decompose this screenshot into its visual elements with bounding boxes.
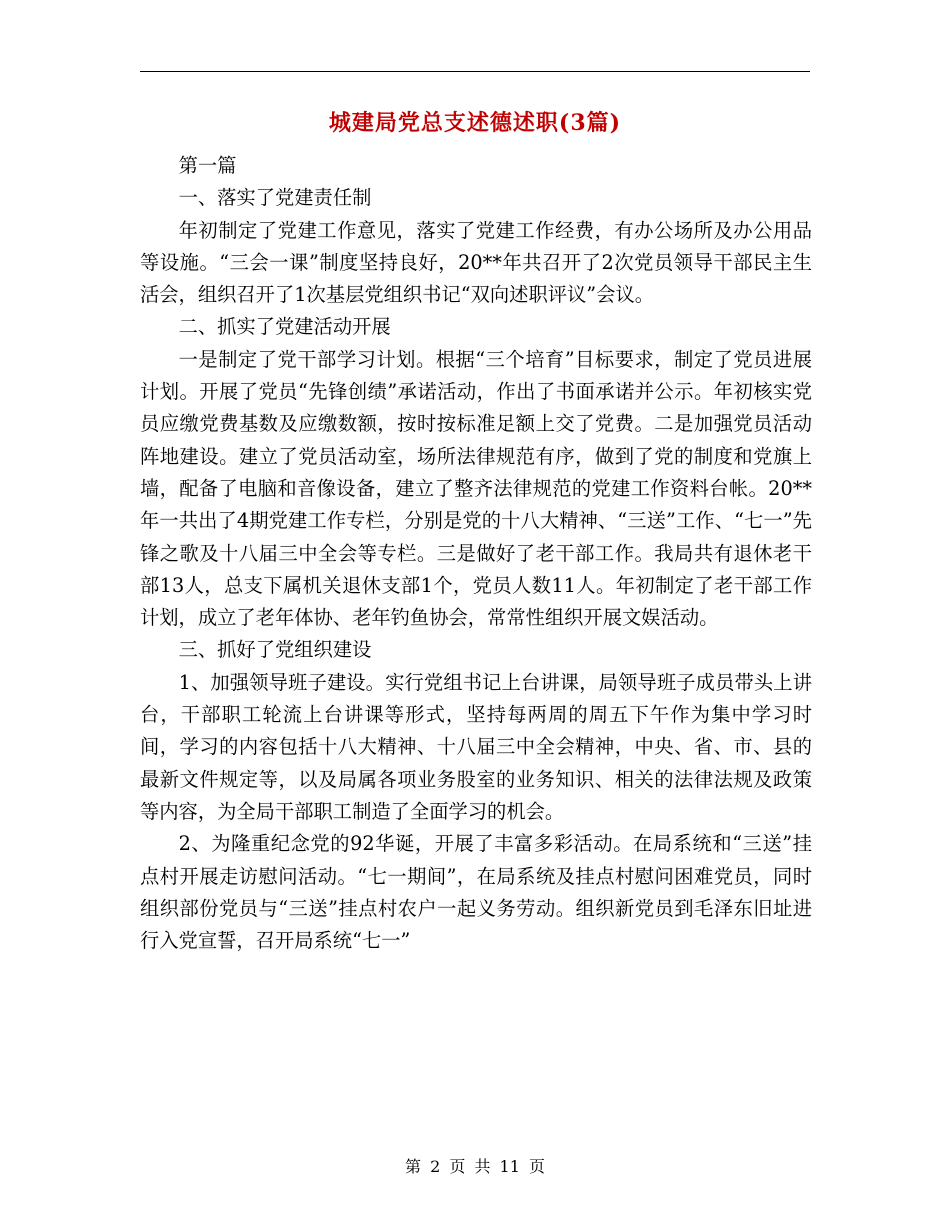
paragraph: 1、加强领导班子建设。实行党组书记上台讲课，局领导班子成员带头上讲台，干部职工轮流上台讲课等形式，坚持每两周的周五下午作为集中学习时间，学习的内容包括十八大精神、十八届三中全会精神，中央、省、市、县的最新文件规定等，以及局属各项业务股室的业务知识、相关的法律法规及政策等内容，为全局干部职工制造了全面学习的机会。 bbox=[140, 670, 812, 823]
subheading: 三、抓好了党组织建设 bbox=[178, 638, 372, 662]
document-title: 城建局党总支述德述职(3篇) bbox=[328, 110, 622, 136]
paragraph: 一是制定了党干部学习计划。根据“三个培育”目标要求，制定了党员进展计划。开展了党员“先锋创绩”承诺活动，作出了书面承诺并公示。年初核实党员应缴党费基数及应缴数额，按时按标准足额上交了党费。二是加强党员活动阵地建设。建立了党员活动室，场所法律规范有序，做到了党的制度和党旗上墙，配备了电脑和音像设备，建立了整齐法律规范的党建工作资料台帐。20**年一共出了4期党建工作专栏，分别是党的十八大精神、“三送”工作、“七一”先锋之歌及十八届三中全会等专栏。三是做好了老干部工作。我局共有退休老干部13人，总支下属机关退休支部1个，党员人数11人。年初制定了老干部工作计划，成立了老年体协、老年钓鱼协会，常常性组织开展文娱活动。 bbox=[140, 347, 812, 630]
header-rule bbox=[140, 71, 810, 72]
page-number: 第 2 页 共 11 页 bbox=[405, 1157, 545, 1176]
subheading: 一、落实了党建责任制 bbox=[178, 186, 372, 210]
paragraph: 2、为隆重纪念党的92华诞，开展了丰富多彩活动。在局系统和“三送”挂点村开展走访慰问活动。“七一期间”，在局系统及挂点村慰问困难党员，同时组织部份党员与“三送”挂点村农户一起义务劳动。组织新党员到毛泽东旧址进行入党宣誓，召开局系统“七一” bbox=[140, 832, 812, 953]
document-body bbox=[140, 150, 812, 957]
paragraph: 年初制定了党建工作意见，落实了党建工作经费，有办公场所及办公用品等设施。“三会一课”制度坚持良好，20**年共召开了2次党员领导干部民主生活会，组织召开了1次基层党组织书记“双向述职评议”会议。 bbox=[140, 218, 812, 307]
section-heading: 第一篇 bbox=[178, 154, 237, 177]
subheading: 二、抓实了党建活动开展 bbox=[178, 315, 391, 339]
